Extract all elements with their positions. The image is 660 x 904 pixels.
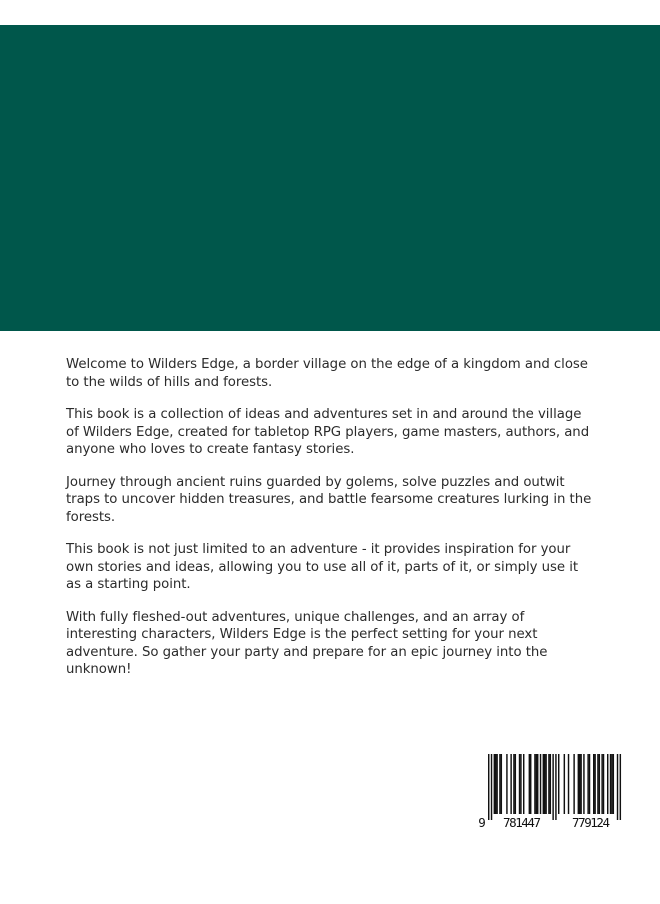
barcode-bar xyxy=(550,754,551,814)
barcode-bar xyxy=(593,754,594,814)
barcode-bar xyxy=(603,754,604,814)
barcode-bar xyxy=(529,754,530,814)
barcode-bar xyxy=(620,754,621,820)
barcode-bar xyxy=(583,754,584,814)
blurb-paragraph: With fully fleshed-out adventures, unique challenges, and an array of interesting characters, Wilders Edge is the perfect setting for your next adventure. So gather your party and prepare for an epic journey into the unknown! xyxy=(66,609,548,677)
barcode-bar xyxy=(494,754,495,814)
barcode-bar xyxy=(499,754,500,814)
barcode-bar xyxy=(548,754,549,814)
cover-banner xyxy=(0,25,660,331)
barcode-bar xyxy=(610,754,611,814)
barcode-bar xyxy=(589,754,590,814)
barcode-bar xyxy=(611,754,612,814)
barcode-bar xyxy=(534,754,535,814)
barcode-bar xyxy=(520,754,521,814)
barcode-graphic xyxy=(476,753,630,831)
barcode-bar xyxy=(617,754,618,820)
barcode-bar xyxy=(491,754,492,820)
barcode-bar xyxy=(495,754,496,814)
barcode-bar xyxy=(601,754,602,814)
blurb-paragraph: Journey through ancient ruins guarded by golems, solve puzzles and outwit traps to uncover hidden treasures, and battle fearsome creatures lurking in the forests. xyxy=(66,474,592,525)
barcode-bar xyxy=(513,754,514,814)
barcode-bar xyxy=(506,754,507,814)
barcode-bar xyxy=(580,754,581,814)
blurb-text xyxy=(66,356,594,694)
barcode-bar xyxy=(519,754,520,814)
barcode-bar xyxy=(537,754,538,814)
barcode-bar xyxy=(564,754,565,814)
barcode-bar xyxy=(552,754,553,820)
barcode-bar xyxy=(594,754,595,814)
barcode-bar xyxy=(599,754,600,814)
barcode-right-digits: 779124 xyxy=(572,815,610,830)
barcode-bars xyxy=(488,754,621,820)
barcode-bar xyxy=(501,754,502,814)
barcode-first-digit: 9 xyxy=(478,815,486,830)
blurb-paragraph: Welcome to Wilders Edge, a border village on the edge of a kingdom and close to the wilds of hills and forests. xyxy=(66,357,588,390)
barcode-bar xyxy=(496,754,497,814)
blurb-paragraph: This book is a collection of ideas and adventures set in and around the village of Wilders Edge, created for tabletop RPG players, game masters, authors, and anyone who loves to create fantasy stories. xyxy=(66,407,590,457)
blurb-paragraph: This book is not just limited to an adventure - it provides inspiration for your own stories and ideas, allowing you to use all of it, parts of it, or simply use it as a starting point. xyxy=(66,542,579,592)
barcode-bar xyxy=(613,754,614,814)
barcode-bar xyxy=(488,754,489,820)
barcode-bar xyxy=(523,754,524,814)
barcode-bar xyxy=(540,754,541,814)
barcode-bar xyxy=(545,754,546,814)
barcode-bar xyxy=(579,754,580,814)
barcode-bar xyxy=(573,754,574,814)
barcode-bar xyxy=(510,754,511,814)
barcode-bar xyxy=(543,754,544,814)
barcode-bar xyxy=(530,754,531,814)
barcode-bar xyxy=(536,754,537,814)
barcode-bar xyxy=(555,754,556,820)
barcode-bar xyxy=(578,754,579,814)
isbn-barcode xyxy=(476,753,630,831)
barcode-bar xyxy=(515,754,516,814)
barcode-left-digits: 781447 xyxy=(503,815,541,830)
barcode-bar xyxy=(544,754,545,814)
barcode-bar xyxy=(587,754,588,814)
barcode-bar xyxy=(597,754,598,814)
barcode-bar xyxy=(568,754,569,814)
barcode-bar xyxy=(607,754,608,814)
barcode-bar xyxy=(558,754,559,814)
